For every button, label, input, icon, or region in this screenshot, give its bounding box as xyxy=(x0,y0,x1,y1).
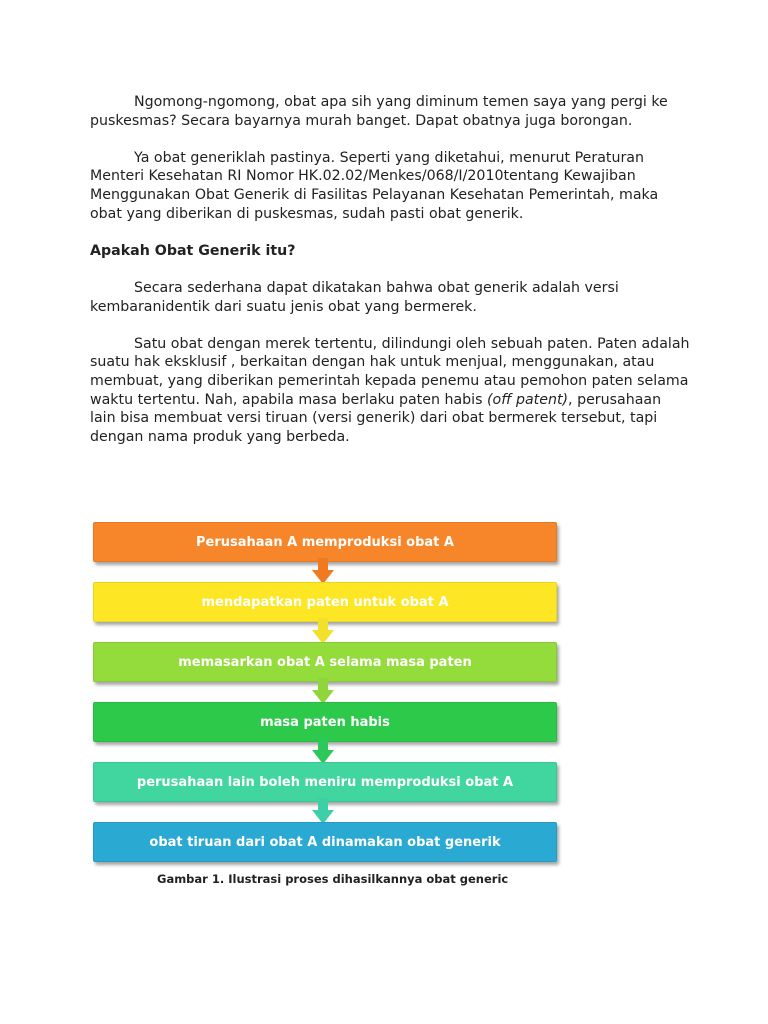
flow-step-4 xyxy=(93,702,557,742)
article-body xyxy=(90,93,690,465)
paragraph-1-text: Ngomong-ngomong, obat apa sih yang diminum temen saya yang pergi ke puskesmas? Secara bayarnya murah banget. Dapat obatnya juga borongan. xyxy=(90,94,668,129)
down-arrow-icon xyxy=(312,678,334,704)
flow-arrow-4 xyxy=(93,742,555,762)
paragraph-3-text: Secara sederhana dapat dikatakan bahwa obat generik adalah versi kembaranidentik dari suatu jenis obat yang bermerek. xyxy=(90,279,619,315)
flow-step-3-label: memasarkan obat A selama masa paten xyxy=(178,654,472,670)
flow-step-5 xyxy=(93,762,557,802)
flow-step-2 xyxy=(93,582,557,622)
paragraph-2-text: Ya obat generiklah pastinya. Seperti yang diketahui, menurut Peraturan Menteri Kesehatan RI Nomor HK.02.02/Menkes/068/I/2010tentang Kewajiban Menggunakan Obat Generik di Fasilitas Pelayanan Kesehatan Pemerintah, maka obat yang diberikan di puskesmas, sudah pasti obat generik. xyxy=(90,149,659,222)
flow-step-3 xyxy=(93,642,557,682)
down-arrow-icon xyxy=(312,618,334,644)
flow-step-1 xyxy=(93,522,557,562)
flow-step-5-label: perusahaan lain boleh meniru memproduksi obat A xyxy=(136,774,514,790)
paragraph-4-text-b: , perusahaan lain bisa membuat versi tiruan (versi generik) dari obat bermerek tersebut, tapi dengan nama produk yang berbeda. xyxy=(90,391,662,445)
flow-arrow-3 xyxy=(93,682,555,702)
flow-step-4-label: masa paten habis xyxy=(260,714,390,730)
figure-caption: Gambar 1. Ilustrasi proses dihasilkannya obat generic xyxy=(157,872,509,886)
paragraph-4 xyxy=(90,335,690,447)
paragraph-4-emphasis: (off patent) xyxy=(487,391,569,408)
flow-step-6-label: obat tiruan dari obat A dinamakan obat generik xyxy=(149,834,501,850)
process-flowchart xyxy=(93,522,559,862)
flow-step-2-label: mendapatkan paten untuk obat A xyxy=(201,594,449,610)
paragraph-1 xyxy=(90,93,690,130)
down-arrow-icon xyxy=(312,738,334,764)
paragraph-2 xyxy=(90,149,690,223)
flow-step-1-label: Perusahaan A memproduksi obat A xyxy=(196,534,454,550)
paragraph-4-text-a: Satu obat dengan merek tertentu, dilindungi oleh sebuah paten. Paten adalah suatu hak eksklusif , berkaitan dengan hak untuk menjual, menggunakan, atau membuat, yang diberikan pemerintah kepada penemu atau pemohon paten selama waktu tertentu. Nah, apabila masa berlaku paten habis xyxy=(90,335,690,408)
section-heading: Apakah Obat Generik itu? xyxy=(90,242,296,259)
flow-arrow-2 xyxy=(93,622,555,642)
paragraph-3 xyxy=(90,279,690,316)
down-arrow-icon xyxy=(312,798,334,824)
flow-arrow-5 xyxy=(93,802,555,822)
down-arrow-icon xyxy=(312,558,334,584)
flow-step-6 xyxy=(93,822,557,862)
flow-arrow-1 xyxy=(93,562,555,582)
